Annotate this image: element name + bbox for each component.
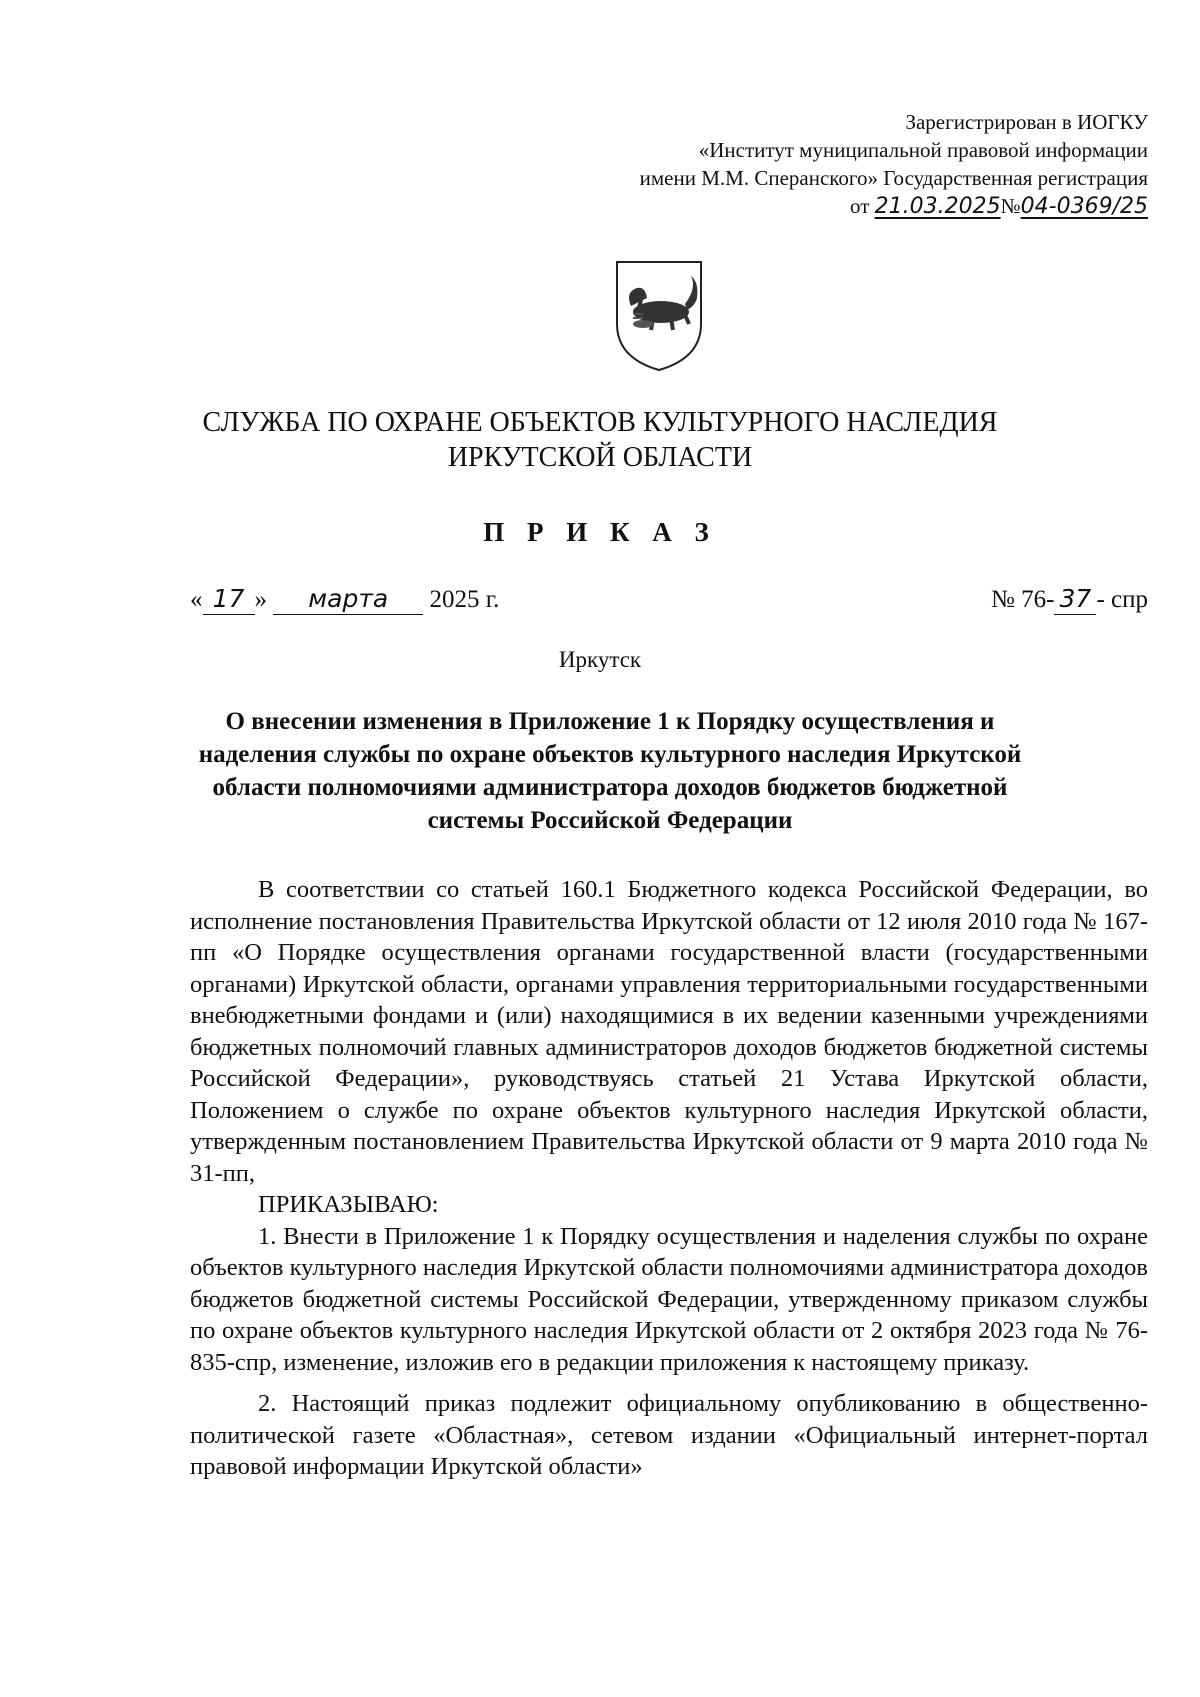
- document-title: О внесении изменения в Приложение 1 к Порядку осуществления и наделения службы по охране объектов культурного наследия Иркутской области полномочиями администратора доходов бюджетов бюджетной системы Российской Федерации: [198, 708, 1022, 834]
- coat-of-arms-icon: [611, 258, 707, 374]
- registration-date-prefix: от: [850, 194, 870, 218]
- order-year: 2025 г.: [429, 586, 500, 613]
- registration-stamp: [508, 108, 1148, 221]
- order-word: ПРИКАЗЫВАЮ:: [258, 1191, 439, 1218]
- registration-number: 04-0369/25: [1020, 194, 1148, 219]
- registration-line-4: [508, 192, 1148, 221]
- order-item-1: 1. Внести в Приложение 1 к Порядку осуществления и наделения службы по охране объектов культурного наследия Иркутской области полномочиями администратора доходов бюджетов бюджетной системы Российской Федерации, утвержденному приказом службы по охране объектов культурного наследия Иркутской области от 2 октября 2023 года № 76-835-спр, изменение, изложив его в редакции приложения к настоящему приказу.: [190, 1222, 1148, 1376]
- order-number-prefix: № 76-: [991, 586, 1055, 613]
- open-quote: «: [190, 586, 203, 613]
- order-number-handwritten: 37: [1054, 584, 1096, 615]
- agency-line-1: СЛУЖБА ПО ОХРАНЕ ОБЪЕКТОВ КУЛЬТУРНОГО НАСЛЕДИЯ: [202, 407, 998, 438]
- registration-number-sign: №: [1000, 194, 1021, 218]
- registration-line-3: имени М.М. Сперанского» Государственная регистрация: [639, 166, 1148, 190]
- document-body: [190, 874, 1148, 1483]
- order-number: [991, 583, 1148, 617]
- agency-name: [0, 405, 1200, 475]
- order-item-2: 2. Настоящий приказ подлежит официальному опубликованию в общественно-политической газете «Областная», сетевом издании «Официальный интернет-портал правовой информации Иркутской области»: [190, 1390, 1148, 1480]
- order-date: [190, 583, 499, 617]
- city-name: Иркутск: [558, 647, 642, 672]
- order-number-suffix: - спр: [1096, 586, 1148, 613]
- close-quote: »: [254, 586, 267, 613]
- agency-line-2: ИРКУТСКОЙ ОБЛАСТИ: [447, 442, 753, 473]
- registration-line-1: Зарегистрирован в ИОГКУ: [905, 110, 1148, 134]
- document-type: П Р И К А З: [483, 517, 717, 547]
- preamble-paragraph: В соответствии со статьей 160.1 Бюджетного кодекса Российской Федерации, во исполнение постановления Правительства Иркутской области от 12 июля 2010 года № 167-пп «О Порядке осуществления органами государственной власти (государственными органами) Иркутской области, органами управления территориальными государственными внебюджетными фондами и (или) находящимися в их ведении казенными учреждениями бюджетных полномочий главных администраторов доходов бюджетов бюджетной системы Российской Федерации», руководствуясь статьей 21 Устава Иркутской области, Положением о службе по охране объектов культурного наследия Иркутской области, утвержденным постановлением Правительства Иркутской области от 9 марта 2010 года № 31-пп,: [190, 876, 1148, 1187]
- order-month: марта: [273, 584, 423, 615]
- registration-line-2: «Институт муниципальной правовой информации: [698, 138, 1148, 162]
- order-day: 17: [203, 584, 255, 615]
- registration-date: 21.03.2025: [874, 194, 1001, 219]
- order-dateline: [190, 583, 1148, 617]
